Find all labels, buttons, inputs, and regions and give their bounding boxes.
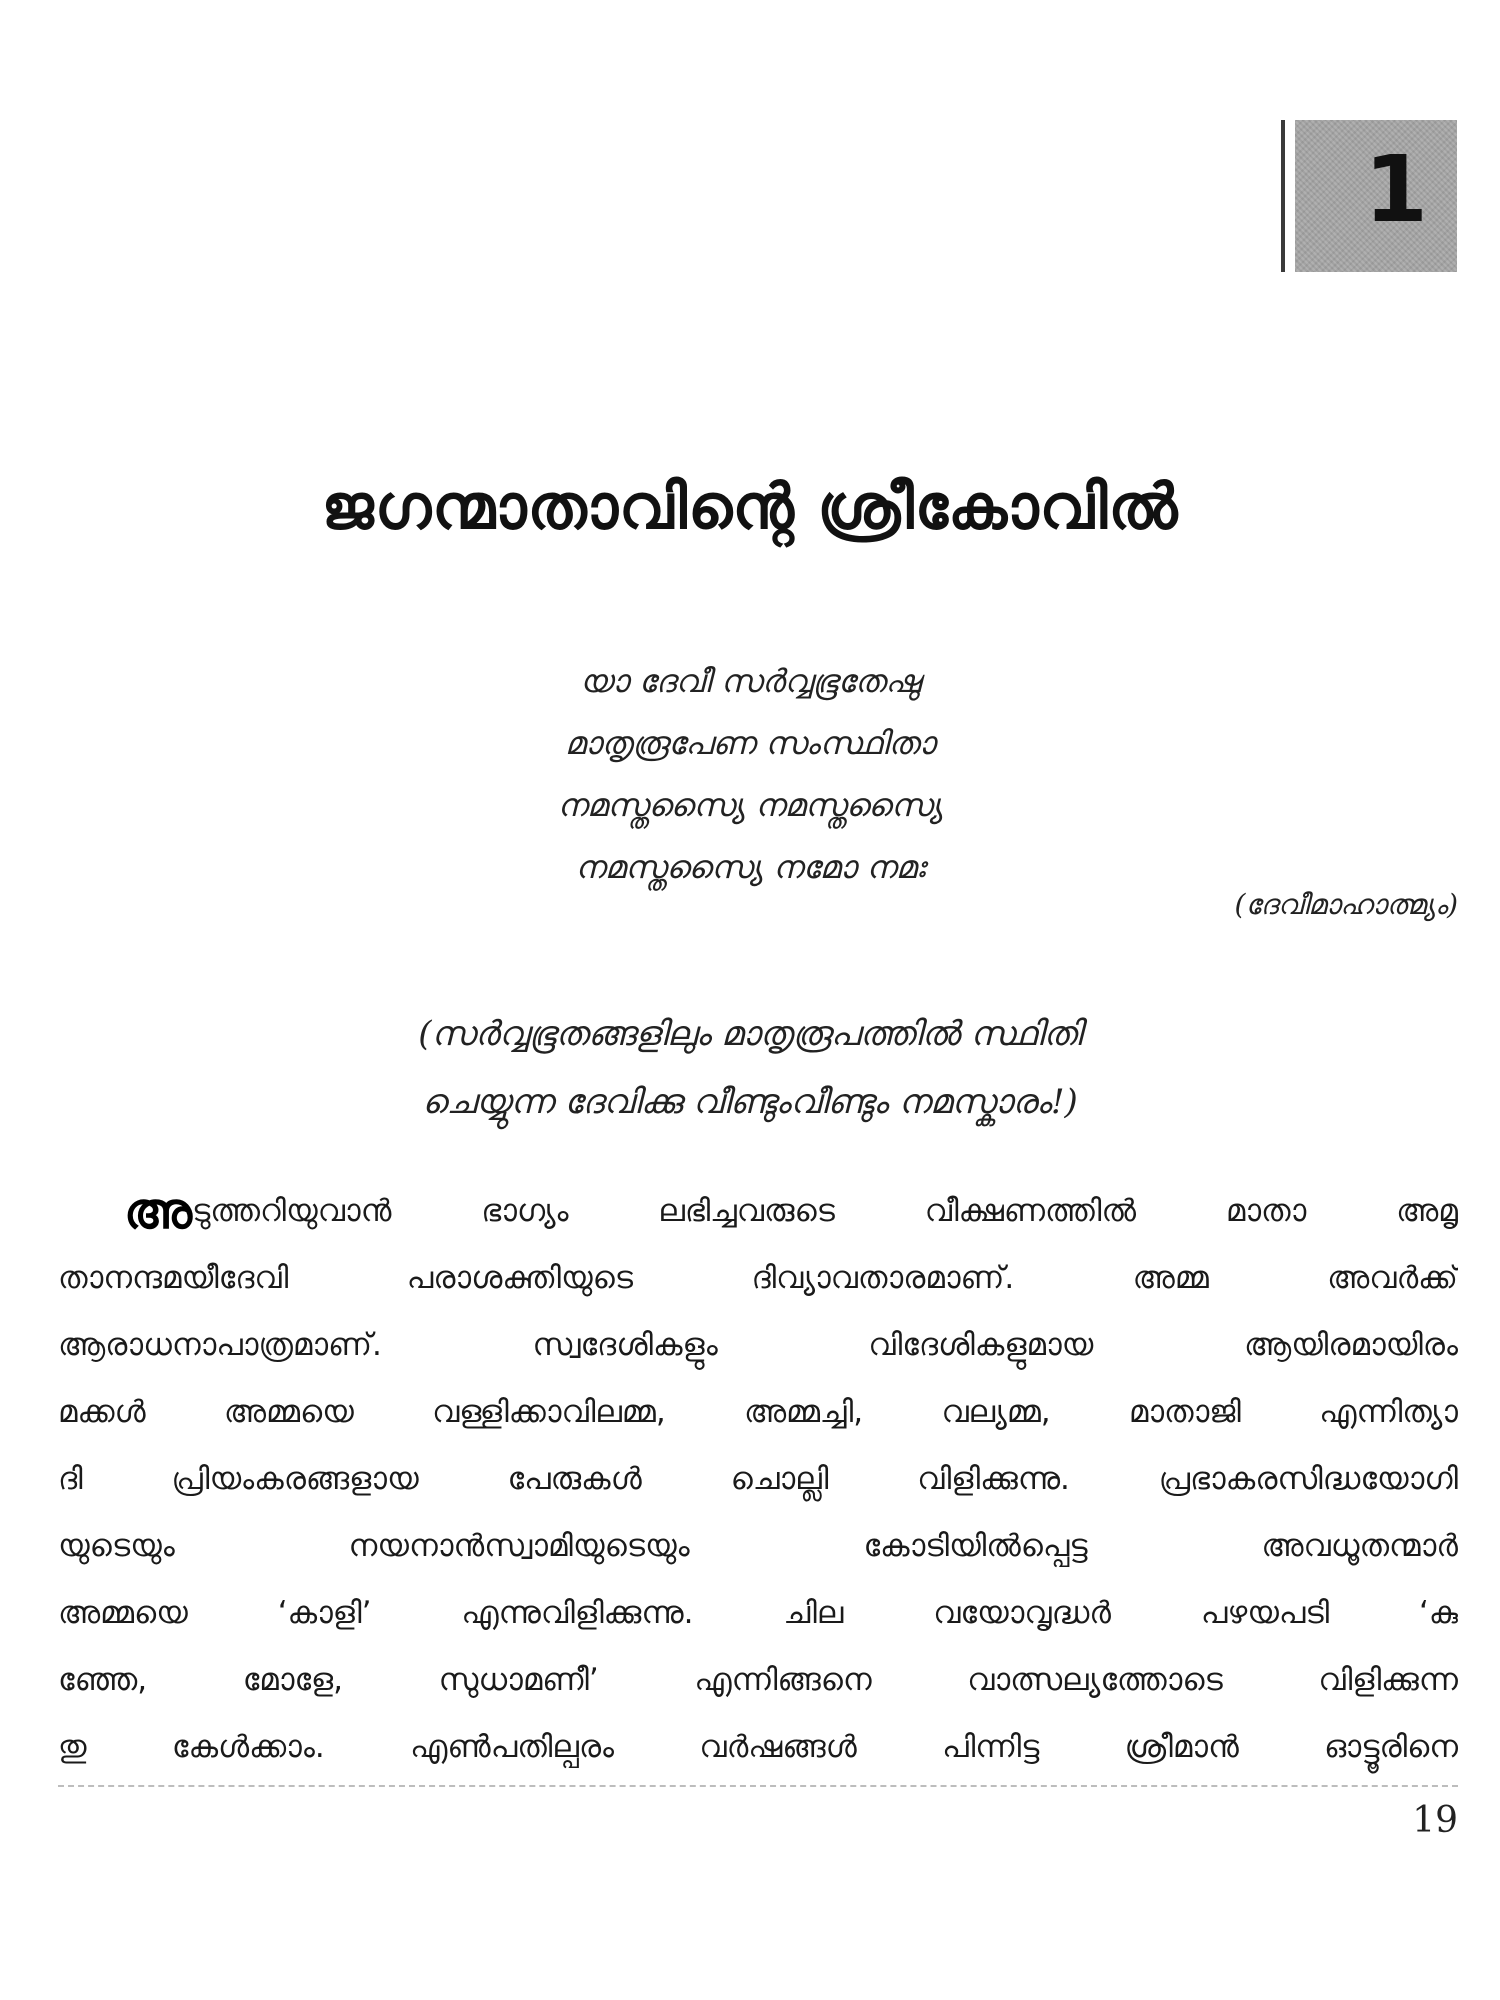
verse-line: മാതൃരൂപേണ സംസ്ഥിതാ [565, 724, 935, 762]
body-line [58, 1178, 1458, 1245]
verse-line: നമസ്തസ്യൈ നമോ നമഃ [575, 848, 925, 886]
drop-initial: അ [124, 1182, 192, 1240]
translation-line: (സർവ്വഭൂതങ്ങളിലും മാതൃരൂപത്തിൽ സ്ഥിതി [418, 1014, 1082, 1054]
verse [300, 650, 1200, 898]
body-line: തു കേൾക്കാം. എൺപതില്പരം വർഷങ്ങൾ പിന്നിട്ട ശ്രീമാൻ ഓട്ടൂരിനെ [58, 1729, 1458, 1765]
body-line-text: ടുത്തറിയുവാൻ ഭാഗ്യം ലഭിച്ചവരുടെ വീക്ഷണത്തിൽ മാതാ അമൃ [192, 1193, 1458, 1229]
chapter-title: ജഗന്മാതാവിന്റെ ശ്രീകോവിൽ [321, 470, 1179, 543]
chapter-number: 1 [1363, 135, 1428, 243]
verse-line: യാ ദേവീ സർവ്വഭൂതേഷു [579, 662, 921, 700]
verse-source: (ദേവീമാഹാത്മ്യം) [1234, 888, 1458, 921]
chapter-divider [1281, 120, 1285, 272]
body-line: ഞ്ഞേ, മോളേ, സുധാമണീ’ എന്നിങ്ങനെ വാത്സല്യത്തോടെ വിളിക്കുന്ന [58, 1662, 1458, 1698]
body-line: അമ്മയെ ‘കാളി’ എന്നുവിളിക്കുന്നു. ചില വയോവൃദ്ധർ പഴയപടി ‘കു [58, 1595, 1458, 1631]
chapter-number-box [1295, 120, 1457, 272]
body-line: യുടെയും നയനാൻസ്വാമിയുടെയും കോടിയിൽപ്പെട്ട അവധൂതന്മാർ [58, 1528, 1458, 1564]
body-paragraph [58, 1178, 1458, 1781]
verse-translation [160, 1000, 1340, 1136]
page-number: 19 [1412, 1800, 1458, 1841]
footer-divider [58, 1785, 1458, 1787]
body-line: മക്കൾ അമ്മയെ വള്ളിക്കാവിലമ്മ, അമ്മച്ചി, വല്യമ്മ, മാതാജി എന്നിത്യാ [58, 1394, 1458, 1430]
body-line: താനന്ദമയീദേവി പരാശക്തിയുടെ ദിവ്യാവതാരമാണ്. അമ്മ അവർക്ക് [58, 1260, 1458, 1296]
body-line: ആരാധനാപാത്രമാണ്. സ്വദേശികളും വിദേശികളുമായ ആയിരമായിരം [58, 1327, 1458, 1363]
verse-line: നമസ്തസ്യൈ നമസ്തസ്യൈ [557, 786, 943, 824]
body-line: ദി പ്രിയംകരങ്ങളായ പേരുകൾ ചൊല്ലി വിളിക്കുന്നു. പ്രഭാകരസിദ്ധയോഗി [58, 1461, 1458, 1497]
translation-line: ചെയ്യുന്ന ദേവിക്കു വീണ്ടുംവീണ്ടും നമസ്കാരം!) [422, 1082, 1078, 1122]
